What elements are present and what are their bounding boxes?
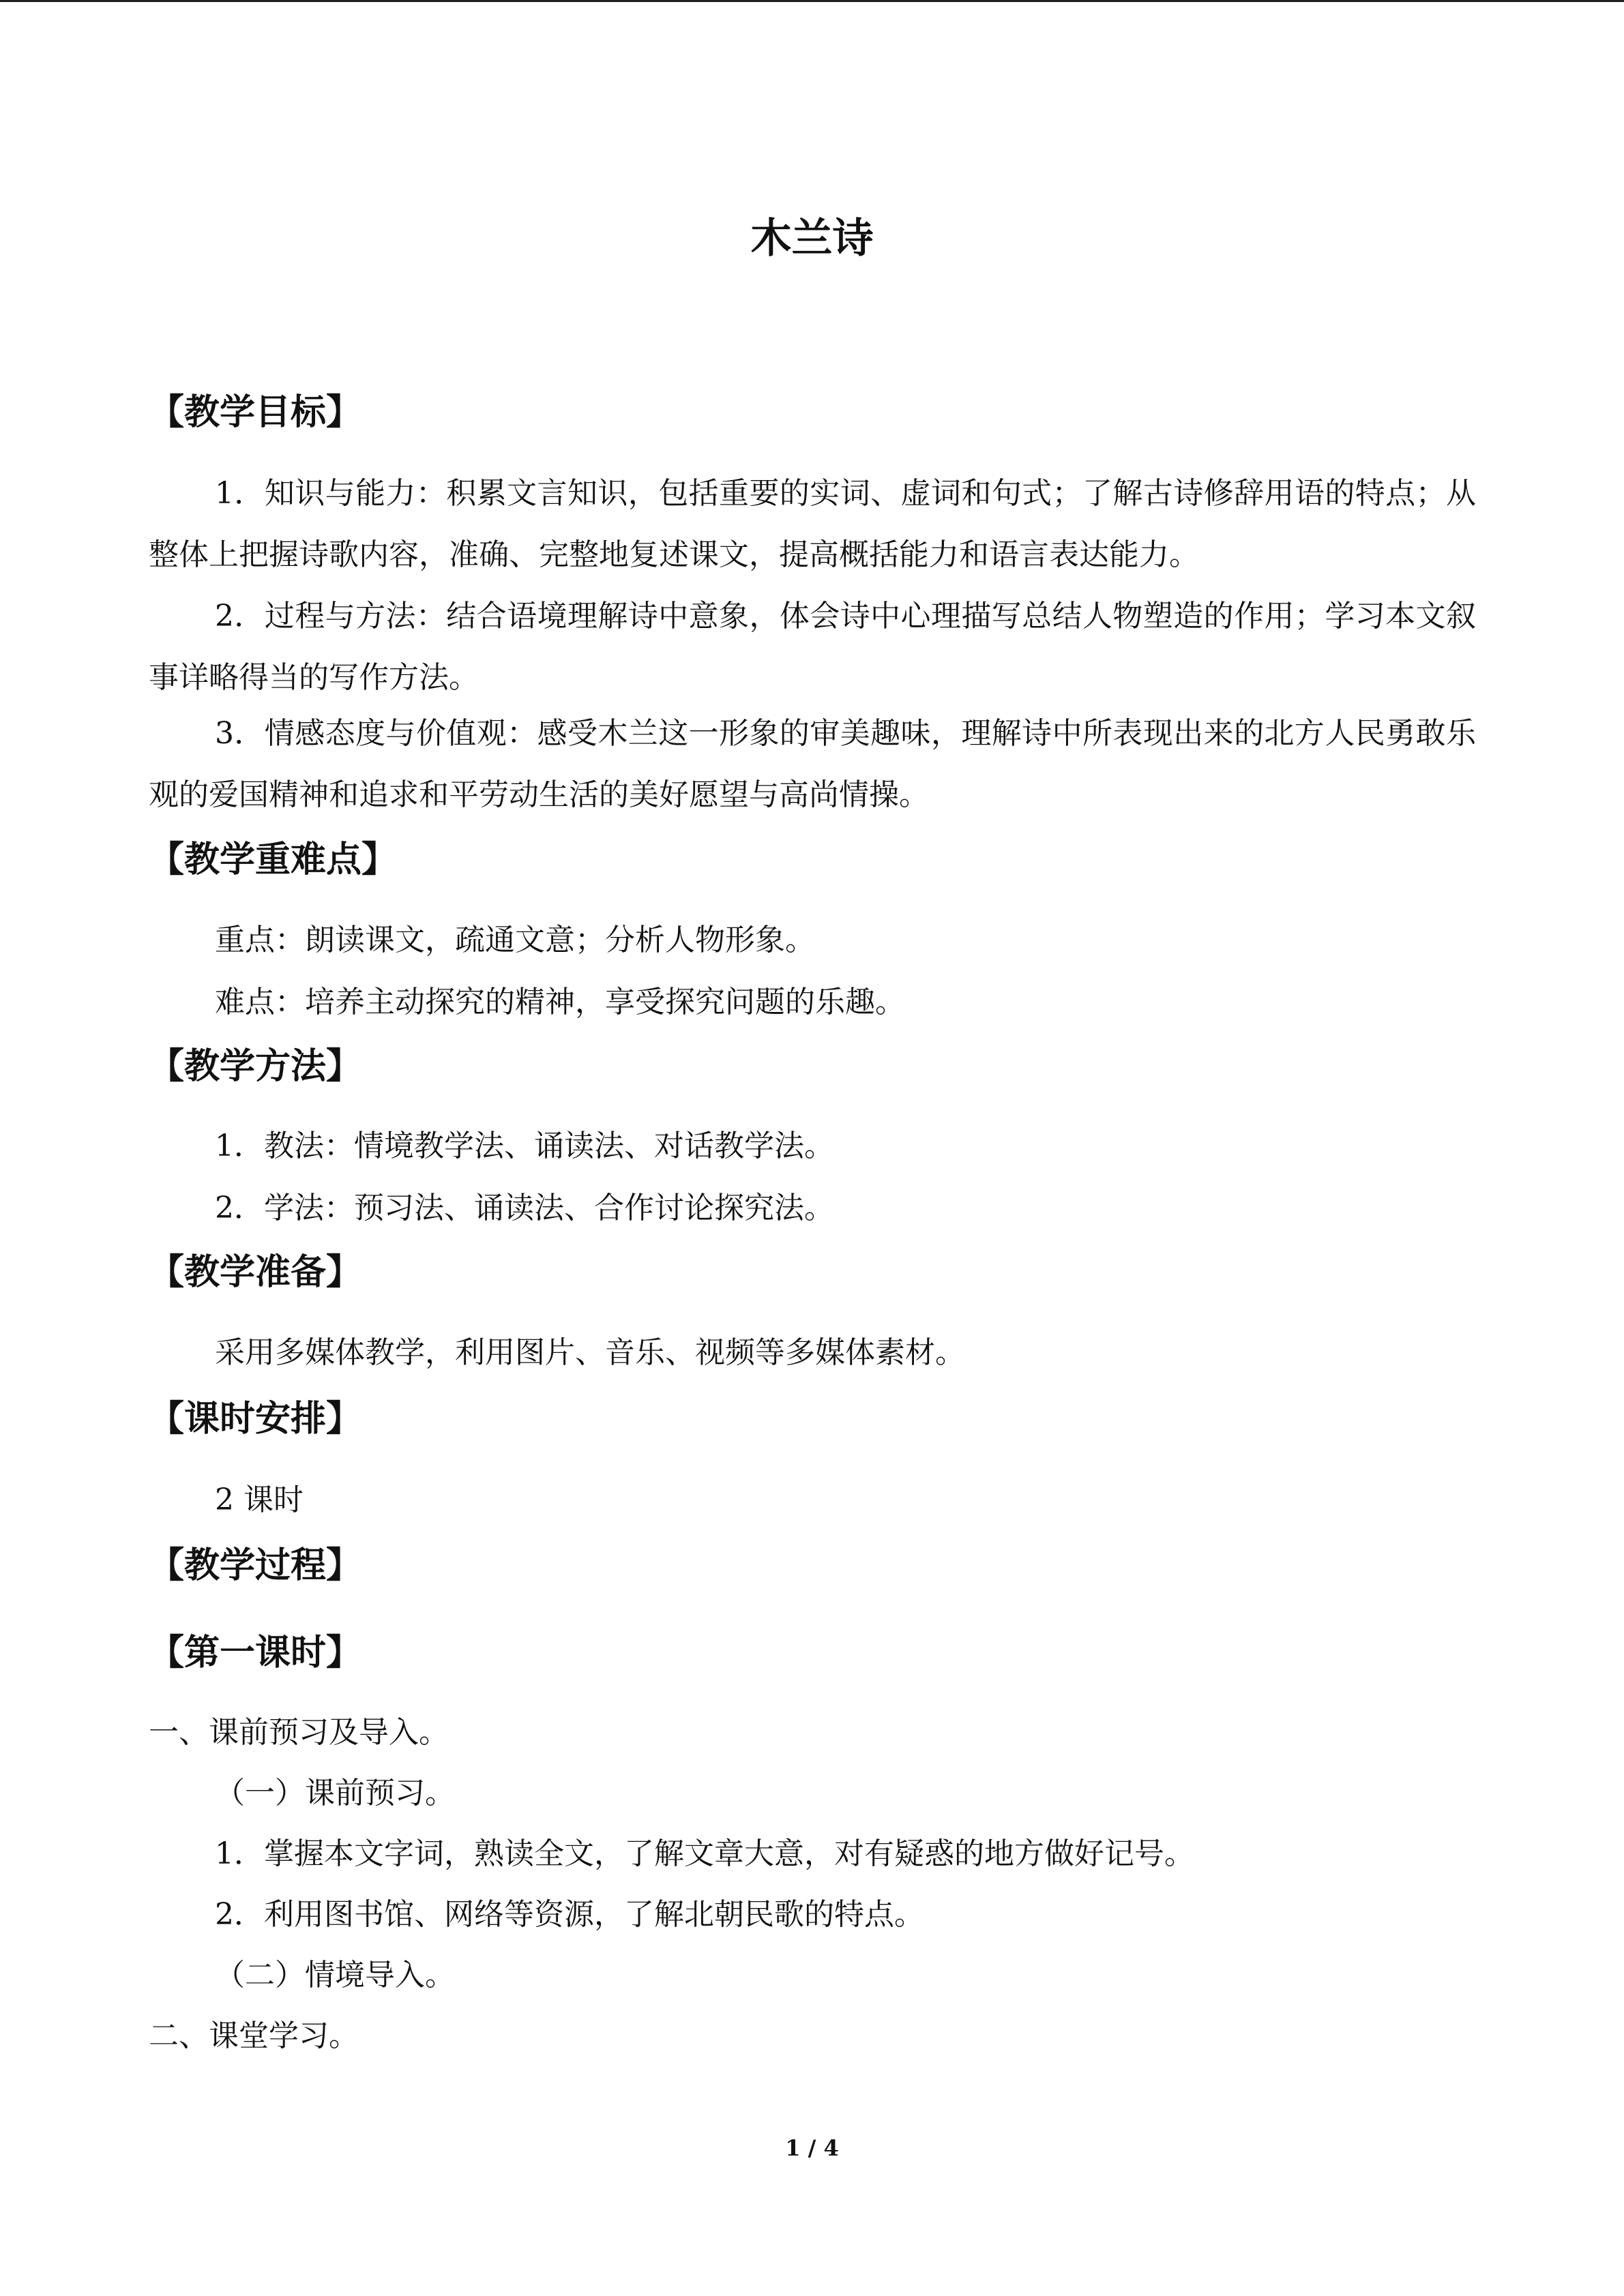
step-one-heading: 一、课前预习及导入。: [149, 1715, 449, 1750]
key-point-focus: 重点：朗读课文，疏通文意；分析人物形象。: [215, 923, 815, 957]
section-heading-first-lesson: 【第一课时】: [149, 1632, 362, 1673]
document-title: 木兰诗: [750, 215, 874, 263]
key-point-difficulty: 难点：培养主动探究的精神，享受探究问题的乐趣。: [215, 985, 905, 1019]
preview-item-2: 2．利用图书馆、网络等资源，了解北朝民歌的特点。: [215, 1897, 924, 1932]
method-teaching: 1．教法：情境教学法、诵读法、对话教学法。: [215, 1129, 834, 1163]
objective-item-2: 2．过程与方法：结合语境理解诗中意象，体会诗中心理描写总结人物塑造的作用；学习本文叙事详略得当的写作方法。: [149, 599, 1476, 695]
page-number: 1 / 4: [785, 2135, 839, 2161]
method-learning: 2．学法：预习法、诵读法、合作讨论探究法。: [215, 1191, 834, 1225]
section-heading-preparation: 【教学准备】: [149, 1252, 362, 1293]
step-one-sub-intro: （二）情境导入。: [215, 1958, 455, 1993]
preview-item-1: 1．掌握本文字词，熟读全文，了解文章大意，对有疑惑的地方做好记号。: [215, 1836, 1194, 1871]
objective-item-3: 3．情感态度与价值观：感受木兰这一形象的审美趣味，理解诗中所表现出来的北方人民勇敢乐观的爱国精神和追求和平劳动生活的美好愿望与高尚情操。: [149, 716, 1476, 812]
section-heading-schedule: 【课时安排】: [149, 1399, 362, 1440]
preparation-text: 采用多媒体教学，利用图片、音乐、视频等多媒体素材。: [215, 1335, 965, 1370]
section-heading-objectives: 【教学目标】: [149, 392, 362, 433]
objective-item-1: 1．知识与能力：积累文言知识，包括重要的实词、虚词和句式；了解古诗修辞用语的特点；从整体上把握诗歌内容，准确、完整地复述课文，提高概括能力和语言表达能力。: [149, 476, 1476, 572]
section-heading-process: 【教学过程】: [149, 1545, 362, 1586]
section-heading-key-points: 【教学重难点】: [149, 839, 398, 880]
step-one-sub-preview: （一）课前预习。: [215, 1776, 455, 1810]
schedule-text: 2 课时: [215, 1482, 304, 1517]
step-two-heading: 二、课堂学习。: [149, 2018, 359, 2053]
section-heading-methods: 【教学方法】: [149, 1046, 362, 1087]
